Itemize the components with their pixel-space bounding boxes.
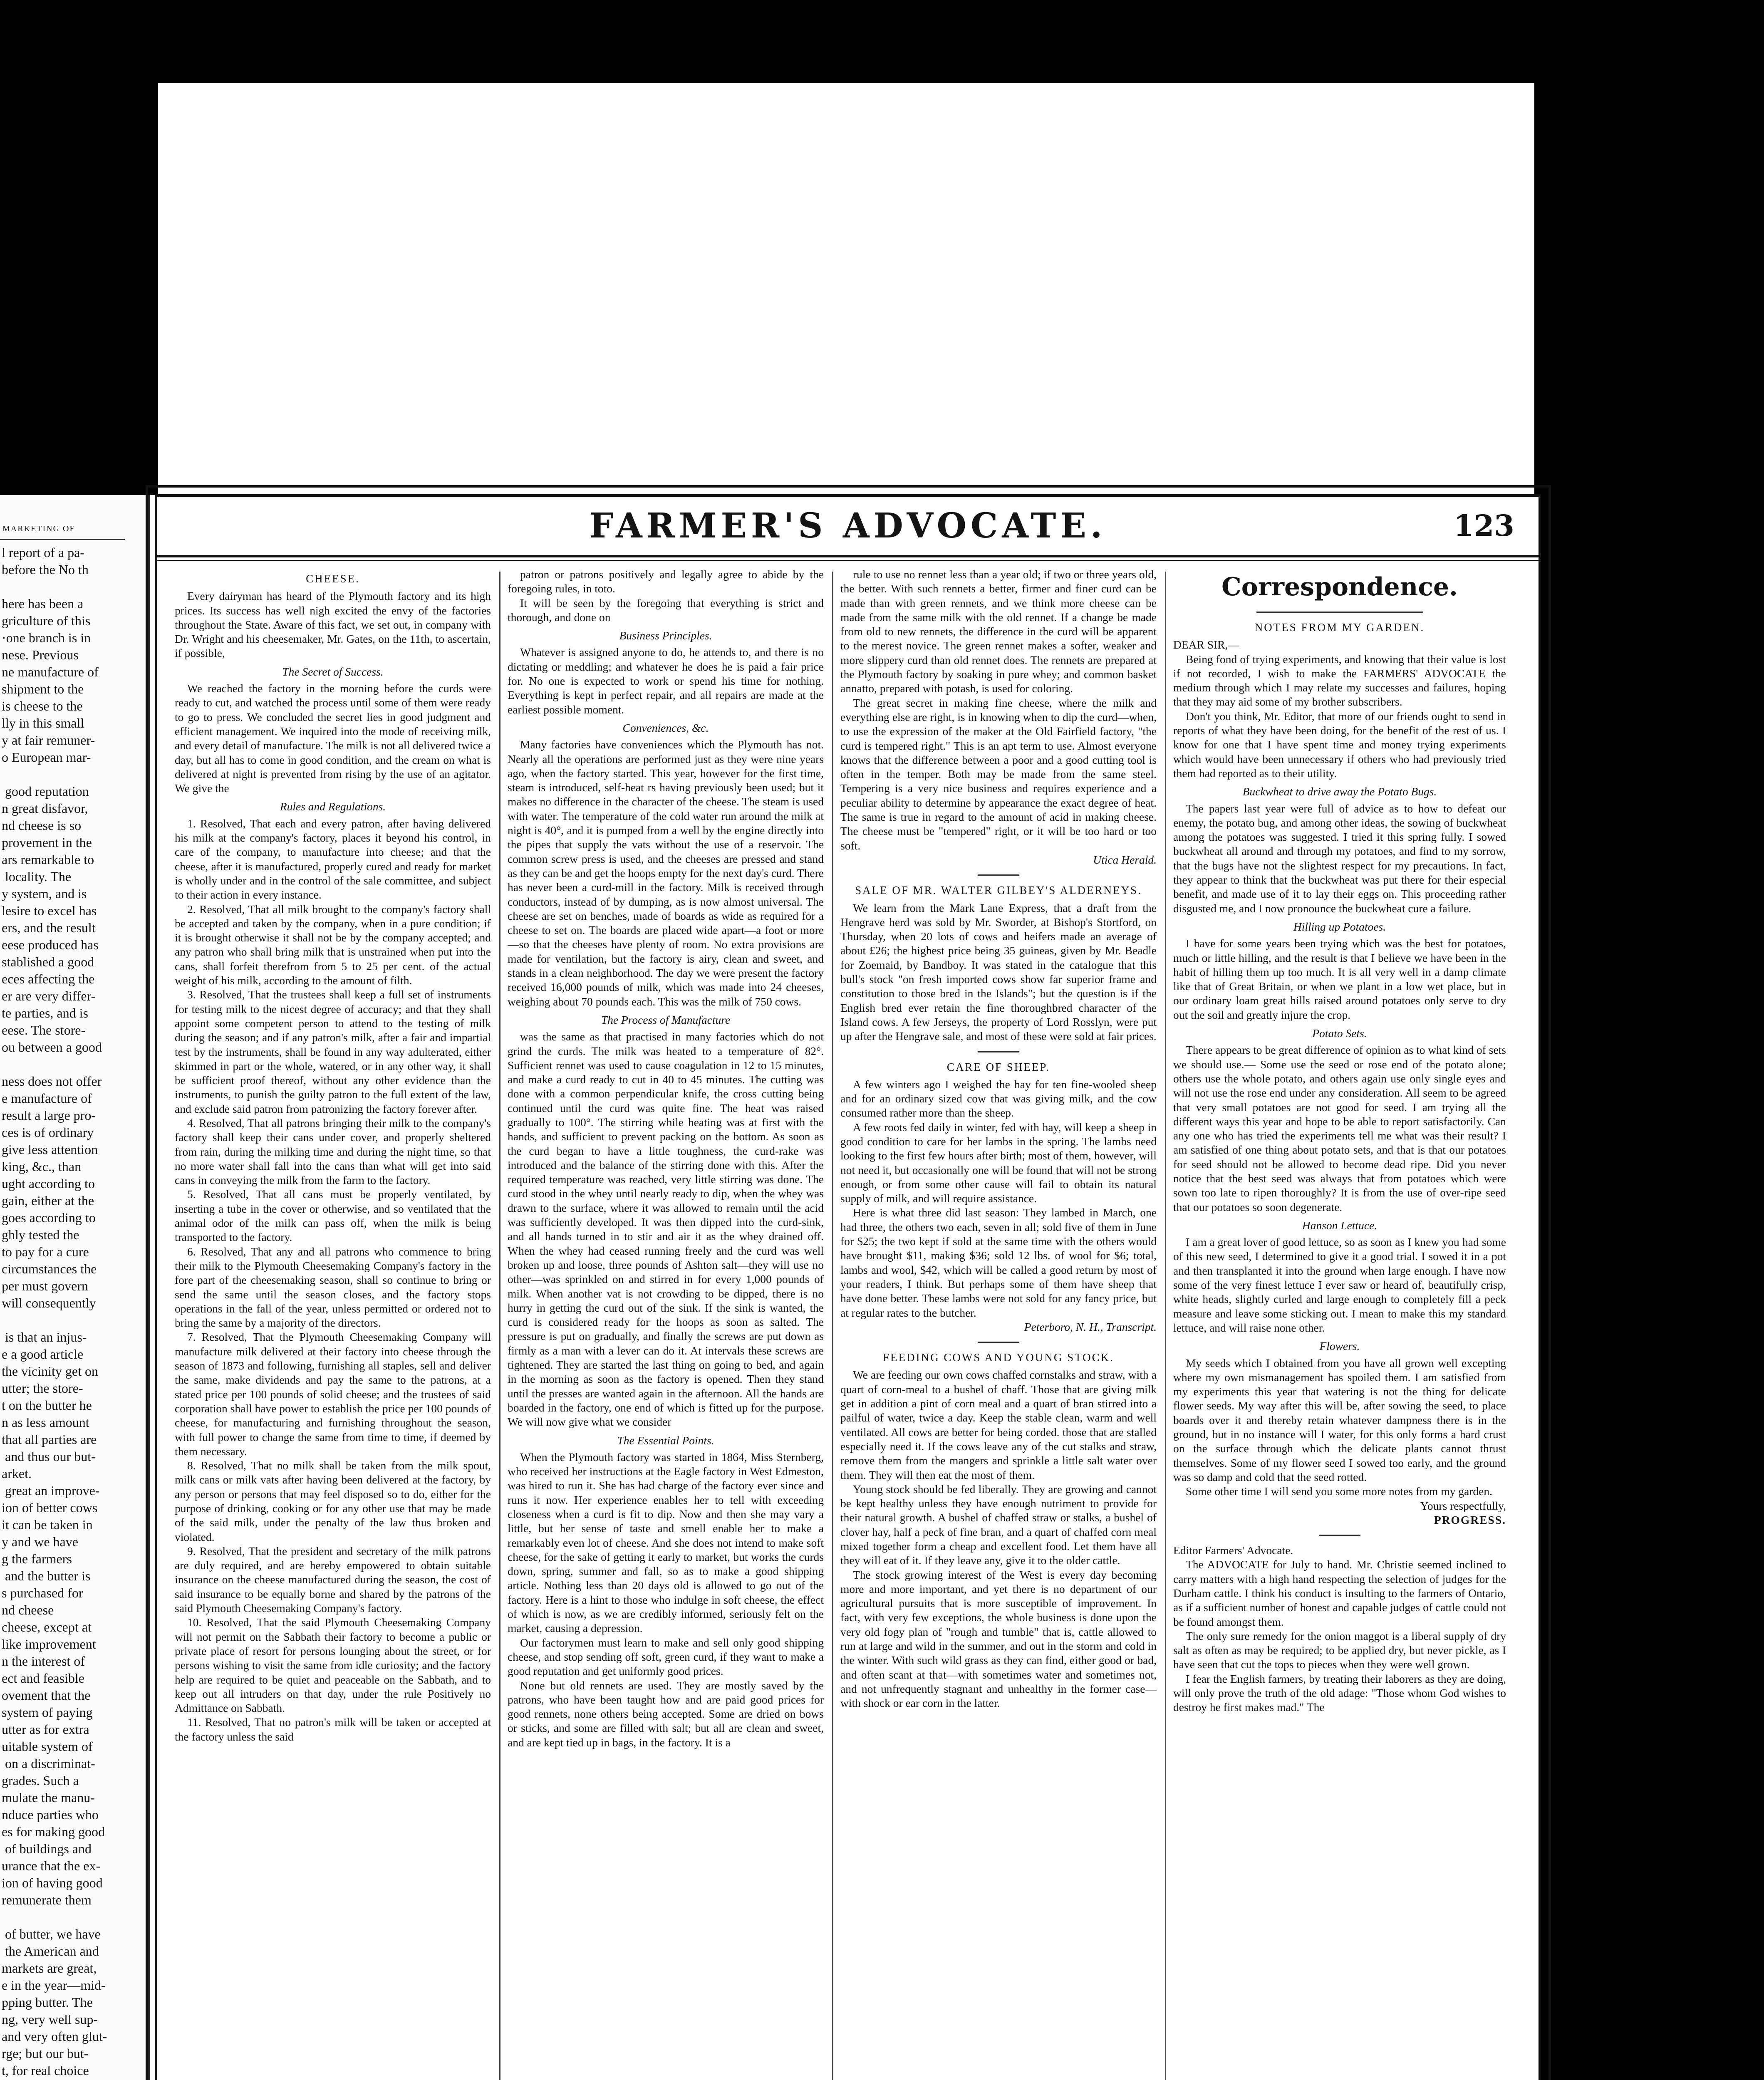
adjacent-page-fragment — [0, 495, 150, 2080]
article-paragraph: The stock growing interest of the West is every day becoming more and more important, and yet there is no department of our agricultural pursuits that is more susceptible of improvement. In fact, with very few exceptions, the whole business is done upon the very old fogy plan of "rough and tumble" that is, cattle allowed to run at large and wild in the summer, and out in the storm and cold in the winter. With such wild grass as they can find, either good or bad, and often scant at that—with sometimes water and sometimes not, and not unfrequently stagnant and unhealthy in the former case—with shock or ear corn in the latter. — [840, 1568, 1157, 1710]
rule-7: 7. Resolved, That the Plymouth Cheesemaking Company will manufacture milk delivered at their factory into cheese through the season of 1873 and following, furnishing all staples, sell and deliver the same, make dividends and pay the same to the patrons, at a stated price per 100 pounds of solid cheese; and the trustees of said corporation shall have power to establish the price per 100 pounds of cheese, for manufacturing and furnishing throughout the season, with full power to change the same from time to time, if deemed by them necessary. — [175, 1330, 491, 1458]
heading-feeding-cows: FEEDING COWS AND YOUNG STOCK. — [883, 1351, 1114, 1364]
cheese-paragraph: Our factorymen must learn to make and sell only good shipping cheese, and stop sending off soft, green curd, if they want to make a good reputation and get uniformly good prices. — [508, 1636, 824, 1678]
letter-heading-editor: Editor Farmers' Advocate. — [1173, 1544, 1293, 1557]
rule-8: 8. Resolved, That no milk shall be taken from the milk spout, milk cans or milk vats after having been delivered at the factory, by any person or persons that may feel disposed so to do, either for the purpose of drinking, cooking or for any other use that may be made of the said milk, under the penalty of the law thus broken and violated. — [175, 1459, 491, 1543]
column-divider-2 — [832, 572, 833, 2080]
article-columns — [157, 567, 1539, 2080]
rule-6: 6. Resolved, That any and all patrons who commence to bring their milk to the Plymouth Cheesemaking Company's factory in the fore part of the cheesemaking season, shall so continue to bring or send the same until the season closes, and the factory stops operations in the fall of the year, unless permitted or ordered not to bring the same by a majority of the directors. — [175, 1245, 491, 1330]
letter-paragraph: Some other time I will send you some more notes from my garden. — [1186, 1485, 1493, 1498]
rule-3: 3. Resolved, That the trustees shall keep a full set of instruments for testing milk to the nicest degree of accuracy; and that they shall appoint some competent person to attend to the testing of milk during the season; and if any patron's milk, after a fair and impartial test by the instruments, shall be found in any way adulterated, either skimmed in part or the whole, watered, or in any other way, it shall be sufficient proof thereof, without any other evidence than the instruments, to punish the guilty patron to the full extent of the law, and exclude said patron from patronizing the factory forever after. — [175, 988, 491, 1115]
article-paragraph: We are feeding our own cows chaffed cornstalks and straw, with a quart of corn-meal to a bushel of chaff. Those that are giving milk get in addition a pint of corn meal and a quart of bran stirred into a pailful of water, twice a day. Keep the stable clean, warm and well ventilated. All cows are better for being corded. those that are stalled especially need it. If the cows leave any of the cut stalks and straw, remove them from the mangers and sprinkle a little salt water over them. They will then eat the most of them. — [840, 1368, 1157, 1481]
section-rule — [978, 1051, 1019, 1052]
scan-border-right — [1534, 0, 1764, 2080]
letter-salutation: DEAR SIR,— — [1173, 638, 1239, 651]
column-divider-1 — [499, 572, 500, 2080]
masthead-rule-thin — [157, 560, 1539, 561]
heading-care-of-sheep: CARE OF SHEEP. — [946, 1060, 1050, 1073]
subheading-business-principles: Business Principles. — [619, 629, 712, 642]
rule-9: 9. Resolved, That the president and secretary of the milk patrons are duly required, and are hereby empowered to obtain suitable insurance on the cheese manufactured during the season, the cost of said insurance to be equally borne and shared by the patrons of the said Plymouth Cheesemaking Company's factory. — [175, 1544, 491, 1615]
letter-signature: PROGRESS. — [1434, 1513, 1506, 1526]
subheading-conveniences: Conveniences, &c. — [622, 721, 709, 734]
subheading-potato-sets: Potato Sets. — [1312, 1027, 1367, 1040]
article-paragraph: Here is what three did last season: They lambed in March, one had three, the others two each, seven in all; sold five of them in June for $25; the two kept if sold at the same time with the others would have brought $11, making $36; sold 12 lbs. of wool for $6; total, lambs and wool, $42, which will be called a good return by most of your readers, I think. But perhaps some of them have sheep that have done better. These lambs were not sold for any fancy price, but at regular rates to the butcher. — [840, 1206, 1157, 1319]
column-3 — [840, 567, 1157, 2080]
rule-10: 10. Resolved, That the said Plymouth Cheesemaking Company will not permit on the Sabbath their factory to become a public or private place of resort for persons lounging about the street, or for persons wishing to visit the same from idle curiosity; and the factory help are required to be quiet and peaceable on the Sabbath, and to keep out all intruders on that day, under the rule Positively no Admittance on Sabbath. — [175, 1616, 491, 1715]
rule-11: 11. Resolved, That no patron's milk will be taken or accepted at the factory unless the said — [175, 1716, 491, 1743]
newspaper-page — [155, 494, 1541, 2080]
source-credit: Utica Herald. — [1093, 853, 1157, 866]
heading-notes-from-garden: NOTES FROM MY GARDEN. — [1254, 621, 1425, 634]
article-paragraph: We learn from the Mark Lane Express, that a draft from the Hengrave herd was sold by Mr. Sworder, at Bishop's Stortford, on Thursday, when 20 lots of cows and heifers made an average of about £26; the highest price being 35 guineas, given by Mr. Beadle for Zoemaid, by Bandboy. It was stated in the catalogue that this bull's stock "on fresh imported cows show far superior frame and constitution to those bred in the Islands"; but the question is if the English bred ever retain the fine thoroughbred character of the Island cows. A few Jerseys, the property of Lord Rosslyn, were put up after the Hengrave sale, and most of these were sold at fair prices. — [840, 901, 1157, 1043]
subheading-secret-of-success: The Secret of Success. — [282, 665, 384, 678]
correspondence-heading: Correspondence. — [1221, 572, 1458, 602]
rule-4: 4. Resolved, That all patrons bringing their milk to the company's factory shall keep their cans under cover, and properly sheltered from rain, during the milking time and during the night time, so that no more water shall fall into the cans than what will get into said cans in conveying the milk from the farm to the factory. — [175, 1116, 491, 1187]
letter-paragraph: I have for some years been trying which was the best for potatoes, much or little hilling, and the result is that I believe we have been in the habit of hilling them up too much. It is all very well in a damp climate like that of Great Britain, or when we plant in a low wet place, but in our ordinary loam great hills raised around potatoes only serve to dry out the soil and greatly injure the crop. — [1173, 937, 1506, 1021]
cheese-paragraph: The great secret in making fine cheese, where the milk and everything else are right, is in knowing when to dip the curd—when, to use the expression of the maker at the Old Fairfield factory, "the curd is tempered right." This is an apt term to use. Almost everyone knows that the difference between a poor and a good cutting tool is often in the temper. Both may be made from the same steel. Tempering is a very nice business and requires experience and a peculiar ability to determine by appearance the exact degree of heat. The same is true in regard to the amount of acid in making cheese. The cheese must be "tempered" right, or it will be too hard or too soft. — [840, 696, 1157, 852]
subheading-flowers: Flowers. — [1319, 1340, 1360, 1353]
section-rule — [1319, 1535, 1360, 1536]
cheese-paragraph: None but old rennets are used. They are mostly saved by the patrons, who have been taught how and are paid good prices for good rennets, none others being accepted. Some are dried on bows or sticks, and some are filled with salt; but all are clean and sweet, and are kept tied up in bags, in the factory. It is a — [508, 1679, 824, 1749]
letter-paragraph: Being fond of trying experiments, and knowing that their value is lost if not recorded, I wish to make the FARMERS' ADVOCATE the medium through which I may relate my successes and failures, hoping that they may aid some of my brother subscribers. — [1173, 652, 1506, 708]
column-1 — [175, 567, 491, 2080]
cheese-paragraph: Many factories have conveniences which the Plymouth has not. Nearly all the operations are performed just as they were nine years ago, when the factory started. This year, however for the first time, steam is introduced, self-heat rs having previously been used; but it makes no difference in the character of the cheese. The steam is used with water. The temperature of the cold water run around the milk at night is 40°, and it is pumped from a well by the engine directly into the pipes that supply the vats without the use of a reservoir. The common screw press is used, and the cheeses are pressed and stand as they can be and get the hoops empty for the next day's curd. There has never been a curd-mill in the factory. Milk is received through conductors, instead of by dumping, as is now almost universal. The cheese are set on benches, made of boards as wide as required for a cheese to set on. The boards are placed wide apart—a foot or more—so that the cheeses have plenty of room. No extra provisions are made for ventilation, but the factory is airy, clean and sweet, and stands in a clean neighborhood. The day we were present the factory received 16,000 pounds of milk, which was made into 24 cheeses, weighing about 70 pounds each. This was the milk of 750 cows. — [508, 738, 824, 1008]
letter-paragraph: The papers last year were full of advice as to how to defeat our enemy, the potato bug, and among other ideas, the sowing of buckwheat among the potatoes was suggested. I tried it this spring fully. I sowed buckwheat all around and through my potatoes, and find to my sorrow, that the bugs have not the slightest respect for my precautions. In fact, they appear to think that the buckwheat was put there for their especial benefit, and made use of it to lay their eggs on. This proceeding rather disgusted me, and I now pronounce the buckwheat cure a failure. — [1173, 802, 1506, 915]
cheese-paragraph: It will be seen by the foregoing that everything is strict and thorough, and done on — [508, 596, 824, 624]
letter-paragraph: My seeds which I obtained from you have all grown well excepting where my own mismanagement has spoiled them. I am satisfied from my experiments this year that watering is not the thing for delicate flower seeds. My way after this will be, after sowing the seed, to place boards over it and thereby retain whatever dampness there is in the ground, but in no instance will I water, for this only forms a hard crust on the surface through which the delicate plants cannot thrust themselves. Some of my flower seed I sowed too early, and the ground was so damp and cold that the seed rotted. — [1173, 1356, 1506, 1483]
cheese-continued: patron or patrons positively and legally agree to abide by the foregoing rules, in toto. — [508, 568, 824, 595]
section-rule — [978, 1342, 1019, 1343]
masthead-title: FARMER'S ADVOCATE. — [589, 506, 1107, 546]
masthead-rule — [157, 555, 1539, 557]
cheese-continued: rule to use no rennet less than a year old; if two or three years old, the better. With such rennets a better, firmer and finer curd can be made than with green rennets, and we think more cheese can be made from the same milk with the old rennet. If a change be made from old to new rennets, the difference in the curd will be apparent to the merest novice. The green rennet makes a softer, weaker and more slippery curd than old rennet does. The rennets are prepared at the Plymouth factory by soaking in pure whey; and common basket annatto, prepared with potash, is used for coloring. — [840, 568, 1157, 695]
subheading-hilling: Hilling up Potatoes. — [1293, 920, 1386, 933]
subheading-buckwheat: Buckwheat to drive away the Potato Bugs. — [1242, 785, 1437, 798]
subheading-lettuce: Hanson Lettuce. — [1302, 1218, 1378, 1232]
article-paragraph: Young stock should be fed liberally. They are growing and cannot be kept healthy unless they have enough nutriment to provide for their natural growth. A bushel of chaffed straw or stalks, a bushel of clover hay, half a peck of fine bran, and a quart of chaffed corn meal mixed together form a cheap and excellent food. Let them have all they will eat of it. If they leave any, give it to the older cattle. — [840, 1482, 1157, 1567]
letter-paragraph: I fear the English farmers, by treating their laborers as they are doing, will only prove the truth of the old adage: "Those whom God wishes to destroy he first makes mad." The — [1173, 1672, 1506, 1714]
subheading-rules: Rules and Regulations. — [280, 800, 386, 813]
scan-border-top — [0, 0, 1764, 83]
rule-5: 5. Resolved, That all cans must be properly ventilated, by inserting a tube in the cover or otherwise, and so ventilated that the animal odor of the milk can pass off, when the milk is being transported to the factory. — [175, 1188, 491, 1244]
article-paragraph: A few roots fed daily in winter, fed with hay, will keep a sheep in good condition to care for her lambs in the spring. The lambs need looking to the first few hours after birth; most of them, however, will not need it, but occasionally one will be found that will not be strong enough, or from some other cause will fail to obtain its natural supply of milk, and will require assistance. — [840, 1120, 1157, 1205]
cheese-intro: Every dairyman has heard of the Plymouth factory and its high prices. Its success has well nigh excited the envy of the factories throughout the State. Aware of this fact, we set out, in company with Dr. Wright and his cheesemaker, Mr. Gates, on the 11th, to ascertain, if possible, — [175, 589, 491, 660]
letter-paragraph: The ADVOCATE for July to hand. Mr. Christie seemed inclined to carry matters with a high hand respecting the selection of judges for the Durham cattle. I think his conduct is insulting to the farmers of Ontario, as if a sufficient number of honest and capable judges of cattle could not be found amongst them. — [1173, 1558, 1506, 1628]
column-4 — [1173, 567, 1506, 2080]
subheading-process: The Process of Manufacture — [601, 1013, 731, 1026]
heading-alderneys-sale: SALE OF MR. WALTER GILBEY'S ALDERNEYS. — [855, 884, 1142, 897]
adjacent-page-header: MARKETING OF — [2, 524, 75, 533]
rule-1: 1. Resolved, That each and every patron, after having delivered his milk at the company's factory, places it beyond his control, in care of the company, to manufacture into cheese; and that the cheese, after it is manufactured, properly cured and ready for market is wholly under and in the control of the sale committee, and subject to their action in every instance. — [175, 817, 491, 901]
letter-paragraph: There appears to be great difference of opinion as to what kind of sets we should use.— Some use the seed or rose end of the potato alone; others use the whole potato, and others again use only single eyes and will not use the rose end under any consideration. All seem to be agreed that very small potatoes are not good for seed. I am trying all the different ways this year and hope to be able to report satisfactorily. Can any one who has tried the experiments tell me what was their result? I am satisfied of one thing about potato sets, and that is that our potatoes for seed should not be allowed to become dead ripe. Did you never notice that the best seed was always that from potatoes which were sown too late to ripen thoroughly? It is from the use of over-ripe seed that our potatoes so soon degenerate. — [1173, 1043, 1506, 1213]
cheese-heading: CHEESE. — [306, 572, 360, 585]
cheese-paragraph: was the same as that practised in many factories which do not grind the curds. The milk was heated to a temperature of 82°. Sufficient rennet was used to cause coagulation in 12 to 15 minutes, and make a curd ready to cut in 40 to 45 minutes. The cutting was done with a common perpendicular knife, the cross cutting being continued until the curd was quite fine. The heat was raised gradually to 100°. The stirring while heating was at first with the hands, and sufficient to prevent packing on the bottom. As soon as the curd began to have a little toughness, the curd-rake was introduced and the balance of the stirring done with this. After the required temperature was reached, very little stirring was done. The curd stood in the whey until nearly ready to dip, when the whey was drawn to the surface, where it was allowed to remain until the acid was sufficiently developed. It was then dipped into the curd-sink, and all hands turned in to stir and air it as the whey drained off. When the whey had ceased running freely and the curd was well broken up and loose, three pounds of Ashton salt—they will use no other—was sprinkled on and stirred in for every 1,000 pounds of milk. When another vat is not crowding to be dipped, there is no hurry in getting the curd out of the sink. If the sink is wanted, the curd is considered ready for the hoops as soon as salted. The pressure is put on gradually, and finally the screws are put down as firmly as a man with a lever can do it. At intervals these screws are tightened. They are started the last thing on going to bed, and again in the morning as soon as the factory is opened. Then they stand until the presses are wanted again in the afternoon. All the hands are boarded in the factory, one end of which is fitted up for the purpose. We will now give what we consider — [508, 1030, 824, 1429]
subheading-essential-points: The Essential Points. — [617, 1434, 714, 1447]
article-paragraph: A few winters ago I weighed the hay for ten fine-wooled sheep and for an ordinary sized cow that was giving milk, and the cow consumed rather more than the sheep. — [840, 1077, 1157, 1119]
scan-border-left-top — [0, 0, 158, 495]
source-credit: Peterboro, N. H., Transcript. — [1024, 1320, 1157, 1333]
adjacent-page-text: l report of a pa- before the No th here has been a griculture of this ·one branch is in nese. Previous ne manufacture of shipment to the is cheese to the lly in this small y at fair remuner- o European mar- good reputation n great disfavor, nd cheese is so provement in the ars remarkable to locality. The y system, and is lesire to excel has ers, and the result eese produced has stablished a good eces affecting the er are very differ- te parties, and is eese. The store- ou between a good ness does not offer e manufacture of result a large pro- ces is of ordinary give less attention king, &c., than ught according to gain, either at the goes according to ghly tested the to pay for a cure circumstances the per must govern will consequently is that an injus- e a good article the vicinity get on utter; the store- t on the butter he n as less amount that all parties are and thus our but- arket. great an improve- ion of better cows it can be taken in y and we have g the farmers and the butter is s purchased for nd cheese cheese, except at like improvement n the interest of ect and feasible ovement that the system of paying utter as for extra uitable system of on a discriminat- grades. Such a mulate the manu- nduce parties who es for making good of buildings and urance that the ex- ion of having good remunerate them of butter, we have the American and markets are great, e in the year—mid- pping butter. The ng, very well sup- and very often glut- rge; but our but- t, for real choice — [2, 545, 107, 2078]
page-number: 123 — [1453, 508, 1514, 543]
letter-closing: Yours respectfully, — [1420, 1499, 1506, 1512]
column-2 — [508, 567, 824, 2080]
cheese-paragraph: We reached the factory in the morning before the curds were ready to cut, and watched the process until some of them were ready to go to press. We concluded the secret lies in good judgment and efficient management. We inquired into the mode of receiving milk, and every detail of manufacture. The milk is not all delivered twice a day, but all has to come in good condition, and the cream on what is delivered at night is prevented from rising by the use of an agitator. We give the — [175, 682, 491, 795]
cheese-paragraph: Whatever is assigned anyone to do, he attends to, and there is no dictating or meddling; and whatever he does he is paid a fair price for. No one is expected to work or spend his time for nothing. Everything is kept in perfect repair, and all repairs are made at the earliest possible moment. — [508, 646, 824, 716]
letter-paragraph: Don't you think, Mr. Editor, that more of our friends ought to send in reports of what they have been doing, for the benefit of the rest of us. I know for one that I have spent time and money trying experiments which would have been unnecessary if others who had previously tried them had reported as to their utility. — [1173, 709, 1506, 780]
rule-2: 2. Resolved, That all milk brought to the company's factory shall be accepted and taken by the company, when in a pure condition; if it is brought otherwise it shall not be by the company accepted; and any patron who shall bring milk that is unstrained when put into the cans, shall forfeit therefrom from 5 to 25 per cent. of the actual weight of his milk, according to the amount of filth. — [175, 902, 491, 987]
adjacent-page-rule — [0, 539, 125, 540]
section-rule — [1256, 612, 1423, 613]
cheese-paragraph: When the Plymouth factory was started in 1864, Miss Sternberg, who received her instructions at the Eagle factory in West Edmeston, was hired to run it. She has had charge of the factory ever since and runs it now. Her experience enables her to tell with exceeding closeness when a curd is fit to dip. Now and then she may vary a little, but her sense of taste and smell enable her to make a remarkably even lot of cheese. And she does not intend to make soft cheese, for the sake of getting it early to market, but works the curds down, spring, summer and fall, so as to make a good shipping article. Nothing less than 20 days old is allowed to go out of the factory. Here is a hint to those who indulge in soft cheese, the effect of which is now, as we are credibly informed, seriously felt on the market, causing a depression. — [508, 1450, 824, 1635]
column-divider-3 — [1165, 572, 1166, 2080]
letter-paragraph: I am a great lover of good lettuce, so as soon as I knew you had some of this new seed, I determined to give it a good trial. I sowed it in a pot and then transplanted it into the ground when large enough. I have now some of the very finest lettuce I ever saw or heard of, beautifully crisp, white heads, slightly curled and large enough to completely fill a peck measure and leave some sticking out. I mean to make this my standard lettuce, and will raise none other. — [1173, 1236, 1506, 1334]
masthead — [157, 497, 1539, 555]
letter-paragraph: The only sure remedy for the onion maggot is a liberal supply of dry salt as often as may be required; to be applied dry, but never pickle, as I have seen that cut the tops to pieces when they were well grown. — [1173, 1629, 1506, 1671]
section-rule — [978, 874, 1019, 876]
